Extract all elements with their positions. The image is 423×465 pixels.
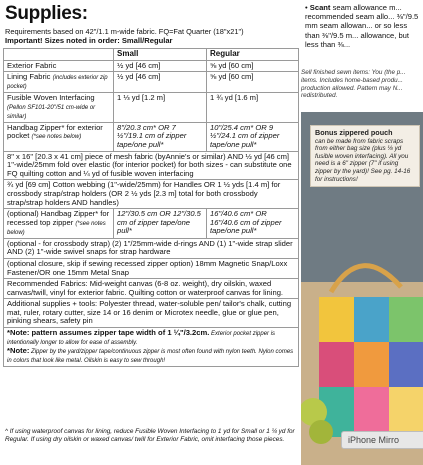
col-small: Small xyxy=(114,49,207,61)
scant-seam-bullet: • Scant seam allowance m... recommended seam allo... ⅜"/9.5 mm seam allowan... or so less than ⅜"/9.5 m... allowance, but less than ⅜... xyxy=(305,3,419,49)
table-row: Additional supplies + tools: Polyester thread, water-soluble pen/ tailor's chalk, cutting mat, ruler, rotary cutter, size 14 or 16 denim or Microtex needle, glue or glue pen, pinking shears, safety pin xyxy=(4,299,299,328)
table-row: Lining Fabric (includes exterior zip pocket) ½ yd [46 cm] ⅝ yd [60 cm] xyxy=(4,72,299,93)
materials-table xyxy=(3,48,299,367)
table-row: Fusible Woven Interfacing (Pellon SF101-20"/51 cm-wide or similar) 1 ⅓ yd [1.2 m] 1 ¾ yd [1.6 m] xyxy=(4,93,299,123)
supplies-section xyxy=(3,4,299,367)
table-row: ¾ yd [69 cm] Cotton webbing (1"-wide/25mm) for Handles OR 1 ½ yds [1.4 m] for crossbody strap/strap holders (OR 2 ½ yds [2.3 m] total for both crossbody strap/strap holders AND handles) xyxy=(4,180,299,209)
table-row: *Note: pattern assumes zipper tape width of 1 ¼"/3.2cm. Exterior pocket zipper is intentionally longer to allow for ease of assembly. *Note: Zipper by the yard/zipper tape/continuous zipper is most often found with nylon teeth. Nylon comes in colors that look like metal. Oilskin is easy to sew through! xyxy=(4,328,299,367)
table-row: 8" x 16" [20.3 x 41 cm] piece of mesh fabric (byAnnie's or similar) AND ½ yd [46 cm] 1"-wide/25mm fold over elastic (for interior pocket) for both sizes - can substitute one FQ quilting cotton and ¼ yd of fusible woven interfacing xyxy=(4,151,299,180)
table-row: Recommended Fabrics: Mid-weight canvas (6-8 oz. weight), dry oilskin, waxed canvas/twill, vinyl for exterior fabric. Quilting cotton or waterproof canvas for lining. xyxy=(4,279,299,299)
table-row: (optional - for crossbody strap) (2) 1"/25mm-wide d-rings AND (1) 1"-wide strap slider AND (2) 1"-wide swivel snaps for strap hardware xyxy=(4,238,299,258)
iphone-mirroring-label[interactable]: iPhone Mirro xyxy=(341,431,423,449)
footnote: ^ If using waterproof canvas for lining, reduce Fusible Woven Interfacing to 1 yd for Small or 1 ¼ yd for Regular. If using dry oilskin or waxed canvas/ twill for Exterior Fabric, omit interfacing those pieces. xyxy=(5,428,295,443)
col-regular: Regular xyxy=(207,49,299,61)
important-note: Important! Sizes noted in order: Small/Regular xyxy=(5,36,173,45)
table-header-row xyxy=(4,49,299,61)
requirements-text: Requirements based on 42"/1.1 m-wide fabric. FQ=Fat Quarter (18"x21") xyxy=(5,27,244,36)
table-row: Exterior Fabric ½ yd [46 cm] ⅝ yd [60 cm] xyxy=(4,60,299,72)
sell-items-note: Sell finished sewn items: You (the p... items. Includes home-based produ... production allowed. Pattern may N... redistributed. xyxy=(301,69,406,100)
table-row: Handbag Zipper* for exterior pocket (*see notes below) 8"/20.3 cm* OR 7 ½"/19.1 cm of zipper tape/one pull* 10"/25.4 cm* OR 9 ½"/24.1 cm of zipper tape/one pull* xyxy=(4,122,299,151)
bonus-pouch-callout: Bonus zippered pouch can be made from fabric scraps from either bag size (plus ⅛ yd fusible woven interfacing). All you need is a 6" zipper (7" if using zipper by the yard)! See pg. 14-16 for instructions! xyxy=(310,125,420,187)
table-row: (optional) Handbag Zipper* for recessed top zipper (*see notes below) 12"/30.5 cm OR 12"/30.5 cm of zipper tape/one pull* 16"/40.6 cm* OR 16"/40.6 cm of zipper tape/one pull* xyxy=(4,209,299,239)
page-title: Supplies: xyxy=(5,3,88,24)
table-row: (optional closure, skip if sewing recessed zipper option) 18mm Magnetic Snap/Loxx Fastener/OR one 15mm Metal Snap xyxy=(4,258,299,278)
